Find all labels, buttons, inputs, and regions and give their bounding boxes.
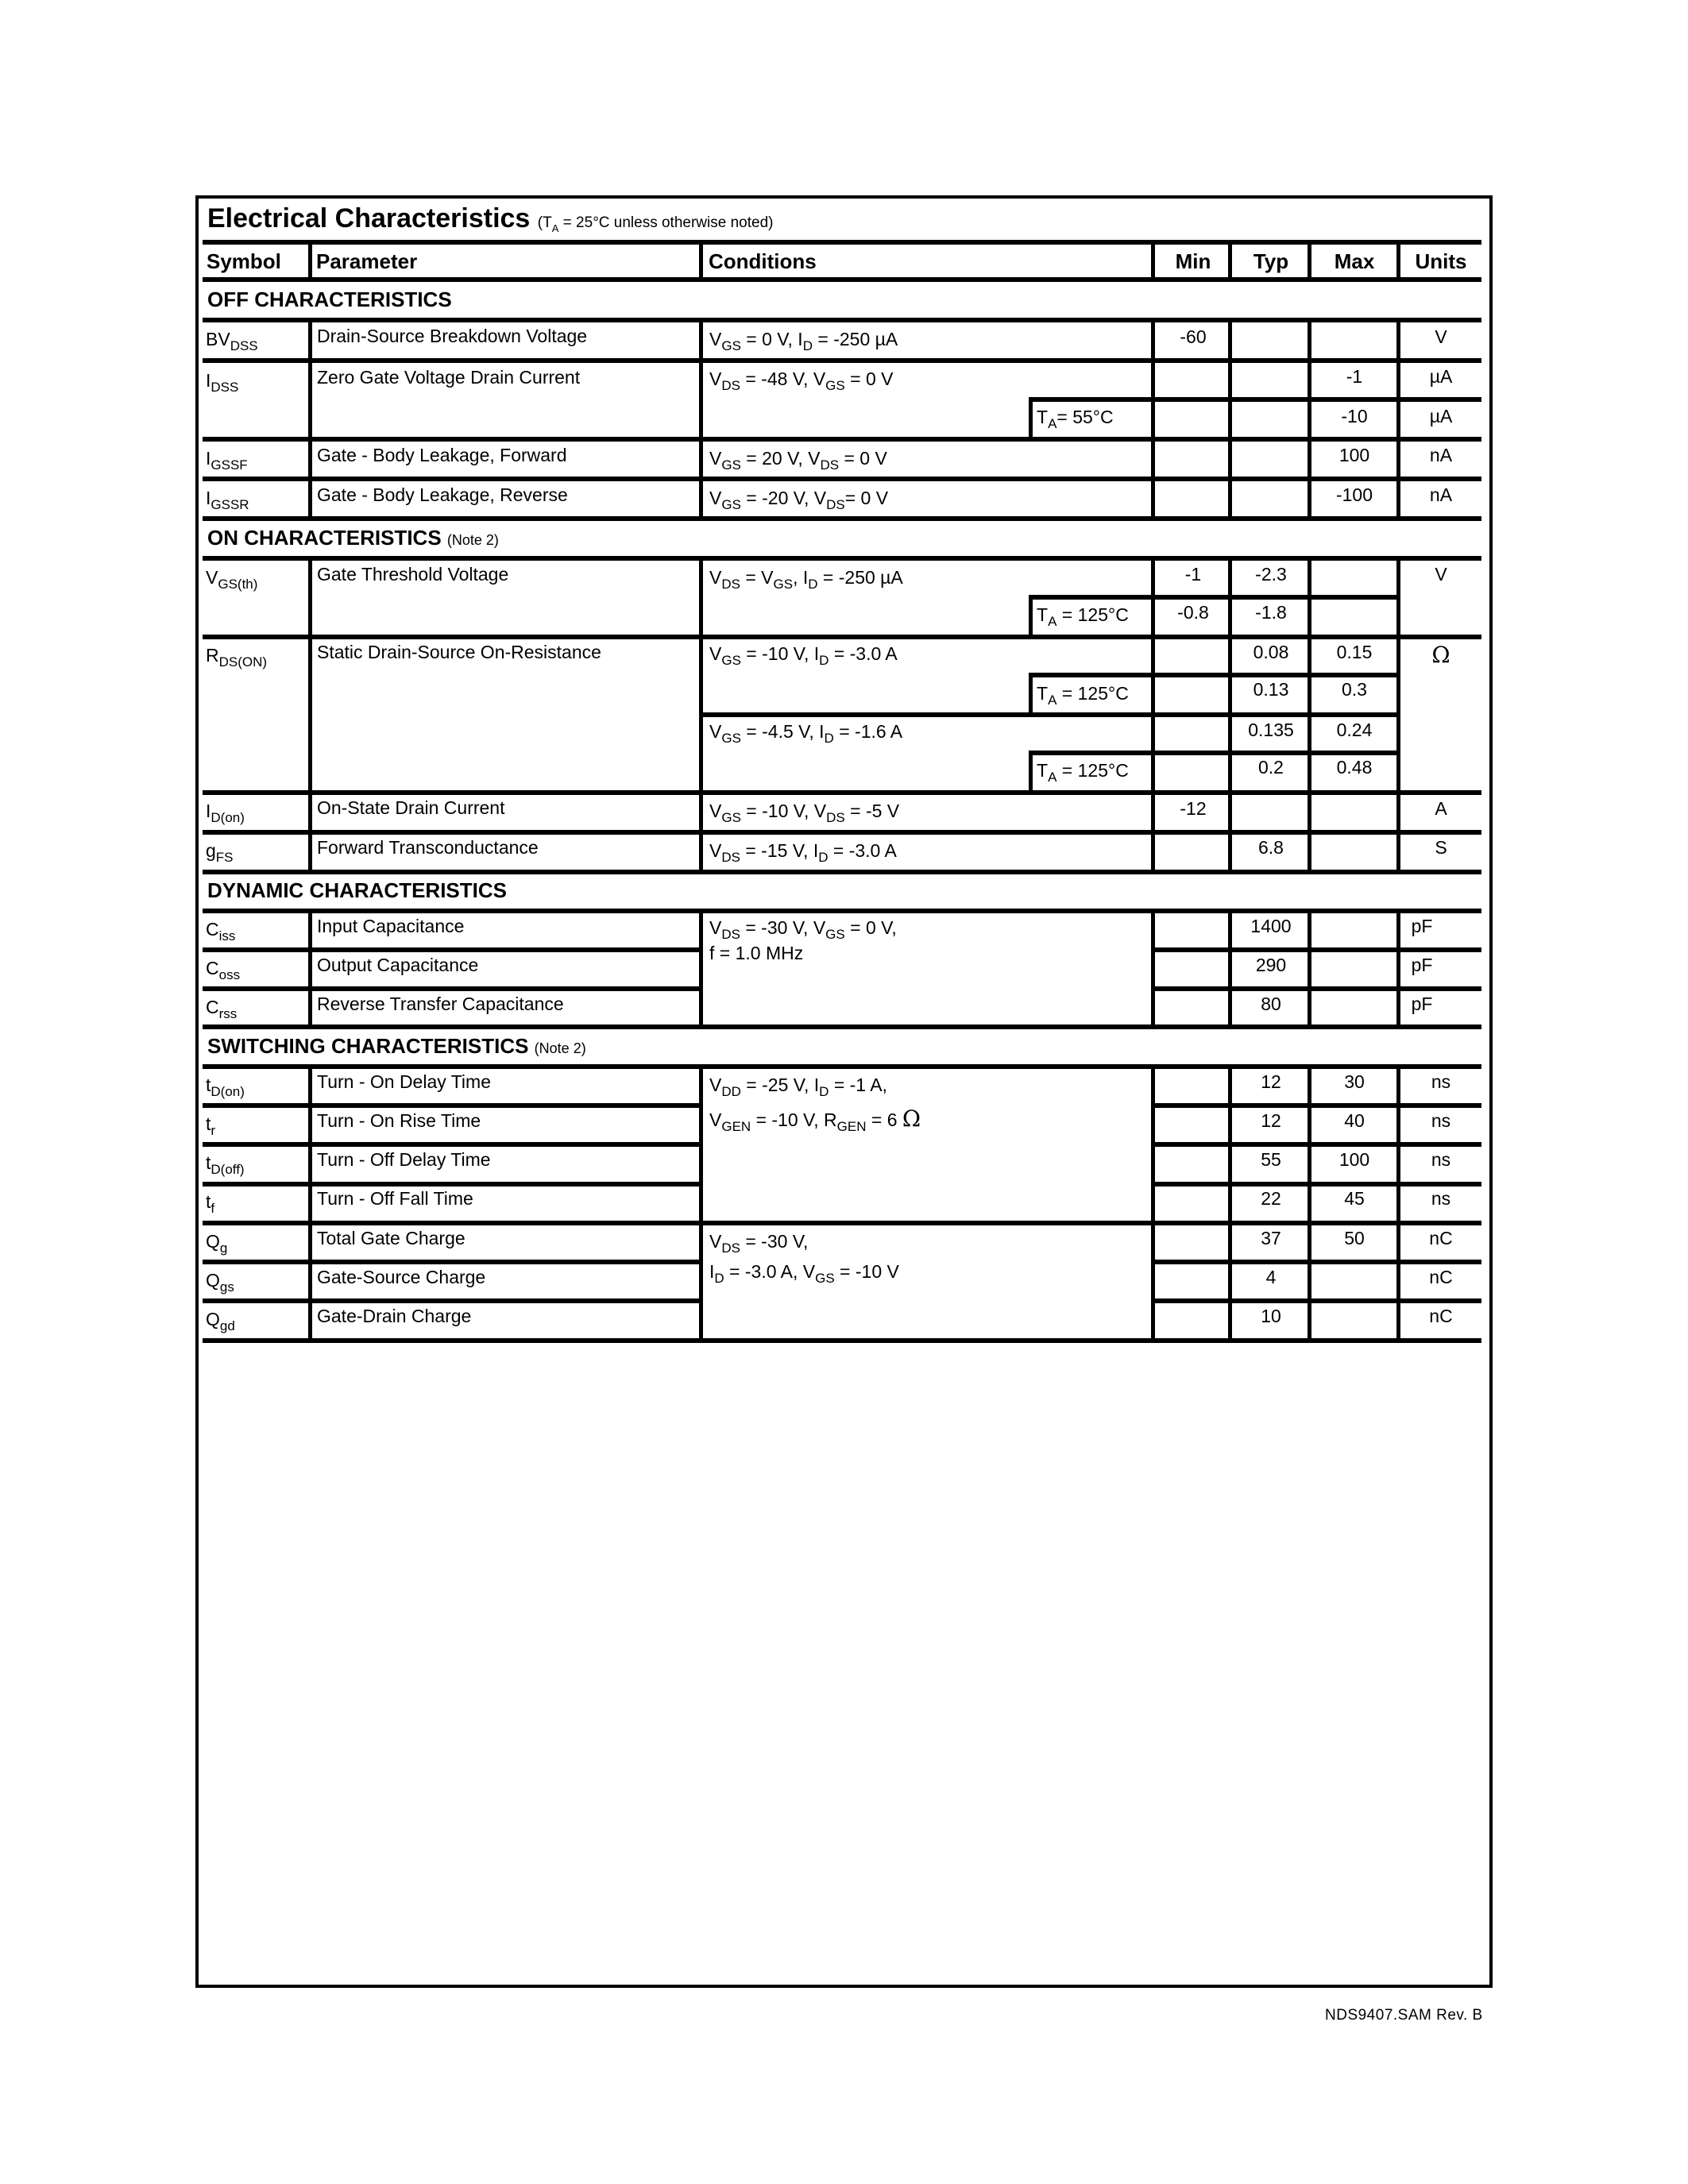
param-bvdss: Drain-Source Breakdown Voltage [317, 326, 588, 346]
cond-igssf: $V_{GS} = 20$ V, $V_{DS} = 0$ V [709, 448, 887, 473]
rule [1029, 595, 1033, 637]
symbol-vgsth: $V_{GS(th)}$ [206, 567, 258, 592]
col-header-conditions: Conditions [709, 249, 817, 273]
max-tf: 45 [1344, 1188, 1365, 1209]
typ-qgs: 4 [1265, 1267, 1277, 1287]
min-bvdss: -60 [1180, 326, 1207, 347]
param-qgs: Gate-Source Charge [317, 1267, 486, 1287]
table-title [207, 203, 773, 234]
min-vgsth-125c: -0.8 [1177, 602, 1209, 623]
typ-tdon: 12 [1261, 1071, 1281, 1092]
param-tf: Turn - Off Fall Time [317, 1188, 473, 1209]
min-idon: -12 [1180, 798, 1207, 819]
rule [701, 712, 1397, 717]
unit-bvdss: V [1435, 326, 1447, 347]
rule [1396, 242, 1400, 280]
cond-charge-line2: $I_D = -3.0$ A, $V_{GS} = -10$ V [709, 1261, 899, 1286]
param-ciss: Input Capacitance [317, 916, 465, 936]
symbol-qgd: $Q_{gd}$ [206, 1309, 235, 1333]
cond-dynamic-line2: f = 1.0 MHz [709, 943, 804, 963]
section-dynamic: DYNAMIC CHARACTERISTICS [207, 878, 507, 902]
rule [699, 1067, 703, 1341]
unit-coss: pF [1411, 955, 1433, 975]
rule [308, 1067, 312, 1341]
col-header-parameter: Parameter [316, 249, 418, 273]
unit-qgd: nC [1429, 1306, 1453, 1326]
typ-qgd: 10 [1261, 1306, 1281, 1326]
cond-igssr: $V_{GS} = -20$ V, $V_{DS}= 0$ V [709, 488, 889, 512]
param-idon: On-State Drain Current [317, 797, 505, 818]
rule [308, 320, 312, 519]
unit-tdon: ns [1431, 1071, 1451, 1092]
cond-gfs: $V_{DS} = -15$ V, $I_D = -3.0$ A [709, 840, 897, 865]
rule [1228, 1067, 1232, 1341]
max-tdon: 30 [1344, 1071, 1365, 1092]
rule [203, 909, 1481, 913]
title-main: Electrical Characteristics [207, 203, 531, 233]
rule [1396, 320, 1400, 519]
rule [1029, 673, 1033, 715]
rule [1396, 558, 1400, 872]
unit-ciss: pF [1411, 916, 1433, 936]
max-tr: 40 [1344, 1110, 1365, 1131]
rule [1228, 911, 1232, 1027]
rule [1228, 320, 1232, 519]
rule [1151, 1067, 1155, 1341]
ta-vgsth: $T_A = 125^\circ C$ [1037, 604, 1129, 629]
rule [1153, 1298, 1481, 1303]
rule [1153, 986, 1481, 991]
rule [1153, 1182, 1481, 1187]
rule [1029, 397, 1033, 439]
rule [203, 1298, 701, 1303]
section-off: OFF CHARACTERISTICS [207, 287, 452, 311]
ta-rdson-2: $T_A = 125^\circ C$ [1037, 760, 1129, 785]
typ-vgsth-125c: -1.8 [1255, 602, 1287, 623]
col-header-symbol: Symbol [207, 249, 281, 273]
unit-idss-25c: µA [1429, 366, 1453, 387]
rule [203, 790, 1481, 795]
typ-coss: 290 [1255, 955, 1287, 975]
cond-rdson-2: $V_{GS} = -4.5$ V, $I_D = -1.6$ A [709, 721, 903, 746]
cond-idon: $V_{GS} = -10$ V, $V_{DS} = -5$ V [709, 801, 900, 825]
param-tdoff: Turn - Off Delay Time [317, 1149, 491, 1170]
unit-idon: A [1435, 798, 1447, 819]
rule [203, 830, 1481, 835]
cond-switching-line2: $V_{GEN} = -10$ V, $R_{GEN} = 6$ Ω [709, 1106, 921, 1134]
rule [203, 437, 1481, 442]
unit-tr: ns [1431, 1110, 1451, 1131]
rule [203, 1260, 701, 1264]
ta-idss: $T_A= 55^\circ C$ [1037, 407, 1114, 431]
rule [308, 911, 312, 1027]
ta-rdson-1: $T_A = 125^\circ C$ [1037, 683, 1129, 708]
max-rdson-1: 0.15 [1336, 642, 1373, 662]
typ-rdson-1: 0.08 [1253, 642, 1289, 662]
param-tr: Turn - On Rise Time [317, 1110, 481, 1131]
param-gfs: Forward Transconductance [317, 837, 539, 858]
symbol-idss: $I_{DSS}$ [206, 370, 239, 395]
typ-tdoff: 55 [1261, 1149, 1281, 1170]
unit-igssf: nA [1429, 445, 1453, 465]
rule [1153, 947, 1481, 952]
rule [203, 358, 1481, 363]
rule [1153, 1103, 1481, 1108]
rule [1153, 1142, 1481, 1147]
symbol-igssf: $I_{GSSF}$ [206, 448, 248, 473]
param-coss: Output Capacitance [317, 955, 479, 975]
symbol-crss: $C_{rss}$ [206, 997, 238, 1021]
param-igssr: Gate - Body Leakage, Reverse [317, 484, 568, 505]
rule [1029, 751, 1033, 793]
section-on: ON CHARACTERISTICS (Note 2) [207, 526, 499, 550]
param-tdon: Turn - On Delay Time [317, 1071, 491, 1092]
param-idss: Zero Gate Voltage Drain Current [317, 367, 581, 388]
rule [203, 635, 1481, 639]
symbol-qgs: $Q_{gs}$ [206, 1270, 234, 1295]
param-qg: Total Gate Charge [317, 1228, 465, 1248]
symbol-gfs: $g_{FS}$ [206, 840, 234, 865]
param-qgd: Gate-Drain Charge [317, 1306, 472, 1326]
rule [203, 556, 1481, 561]
rule [1308, 320, 1311, 519]
rule [203, 477, 1481, 481]
rule [1396, 1067, 1400, 1341]
rule [203, 277, 1481, 282]
ohm-icon: Ω [902, 1106, 921, 1132]
unit-igssr: nA [1429, 484, 1453, 505]
param-crss: Reverse Transfer Capacitance [317, 994, 564, 1014]
cond-bvdss: $V_{GS} = 0$ V, $I_D = -250$ µA [709, 329, 898, 353]
typ-vgsth-25c: -2.3 [1255, 564, 1287, 585]
rule [203, 947, 701, 952]
symbol-tr: $t_r$ [206, 1113, 216, 1138]
rule [203, 318, 1481, 322]
typ-tr: 12 [1261, 1110, 1281, 1131]
rule [699, 558, 703, 872]
typ-qg: 37 [1261, 1228, 1281, 1248]
rule [203, 1024, 1481, 1029]
rule [1151, 320, 1155, 519]
unit-qg: nC [1429, 1228, 1453, 1248]
unit-tdoff: ns [1431, 1149, 1451, 1170]
symbol-igssr: $I_{GSSR}$ [206, 488, 249, 512]
cond-idss: $V_{DS} = -48$ V, $V_{GS} = 0$ V [709, 369, 894, 393]
rule [203, 240, 1481, 245]
rule [1153, 1260, 1481, 1264]
max-idss-25c: -1 [1346, 366, 1363, 387]
unit-tf: ns [1431, 1188, 1451, 1209]
title-note: ($T_A = 25^\circ C$ unless otherwise noted) [537, 214, 774, 234]
cond-charge-line1: $V_{DS} = -30$ V, [709, 1231, 809, 1256]
rule [308, 242, 312, 280]
rule [1030, 397, 1481, 402]
col-header-max: Max [1334, 249, 1375, 273]
rule [203, 1064, 1481, 1069]
col-header-min: Min [1175, 249, 1211, 273]
col-header-typ: Typ [1253, 249, 1289, 273]
max-igssf: 100 [1338, 445, 1370, 465]
max-qg: 50 [1344, 1228, 1365, 1248]
rule [1030, 595, 1397, 600]
symbol-tdon: $t_{D(on)}$ [206, 1075, 245, 1099]
typ-gfs: 6.8 [1258, 837, 1284, 858]
max-rdson-3: 0.24 [1336, 720, 1373, 740]
unit-gfs: S [1435, 837, 1447, 858]
symbol-tf: $t_f$ [206, 1191, 215, 1216]
col-header-units: Units [1415, 249, 1467, 273]
symbol-ciss: $C_{iss}$ [206, 919, 236, 943]
max-tdoff: 100 [1338, 1149, 1370, 1170]
symbol-bvdss: $BV_{DSS}$ [206, 329, 258, 353]
rule [203, 1142, 701, 1147]
rule [203, 870, 1481, 874]
param-vgsth: Gate Threshold Voltage [317, 564, 509, 585]
typ-tf: 22 [1261, 1188, 1281, 1209]
param-igssf: Gate - Body Leakage, Forward [317, 445, 567, 465]
rule [699, 320, 703, 519]
rule [203, 1221, 1481, 1225]
symbol-coss: $C_{oss}$ [206, 958, 241, 982]
symbol-qg: $Q_g$ [206, 1231, 228, 1256]
rule [1151, 242, 1155, 280]
unit-vgsth: V [1435, 564, 1447, 585]
symbol-rdson: $R_{DS(ON)}$ [206, 645, 268, 669]
rule [308, 558, 312, 872]
rule [1151, 558, 1155, 872]
rule [203, 986, 701, 991]
max-rdson-4: 0.48 [1336, 757, 1373, 778]
cond-switching-line1: $V_{DD} = -25$ V, $I_D = -1$ A, [709, 1075, 887, 1099]
unit-crss: pF [1411, 994, 1433, 1014]
typ-crss: 80 [1261, 994, 1281, 1014]
document-revision: NDS9407.SAM Rev. B [1325, 2007, 1483, 2024]
typ-ciss: 1400 [1250, 916, 1292, 936]
min-vgsth-25c: -1 [1184, 564, 1202, 585]
typ-rdson-2: 0.13 [1253, 679, 1289, 700]
section-switching: SWITCHING CHARACTERISTICS (Note 2) [207, 1034, 586, 1058]
unit-qgs: nC [1429, 1267, 1453, 1287]
symbol-idon: $I_{D(on)}$ [206, 801, 245, 825]
max-idss-55c: -10 [1341, 406, 1368, 426]
rule [203, 1103, 701, 1108]
cond-rdson-1: $V_{GS} = -10$ V, $I_D = -3.0$ A [709, 643, 898, 668]
rule [1030, 751, 1397, 755]
cond-dynamic-line1: $V_{DS} = -30$ V, $V_{GS} = 0$ V, [709, 917, 897, 942]
typ-rdson-4: 0.2 [1258, 757, 1284, 778]
rule [699, 242, 703, 280]
rule [699, 911, 703, 1027]
rule [203, 516, 1481, 521]
max-igssr: -100 [1335, 484, 1373, 505]
rule [1151, 911, 1155, 1027]
param-rdson: Static Drain-Source On-Resistance [317, 642, 601, 662]
rule [203, 1182, 701, 1187]
max-rdson-2: 0.3 [1342, 679, 1367, 700]
unit-rdson-ohm-icon: Ω [1431, 642, 1450, 668]
symbol-tdoff: $t_{D(off)}$ [206, 1152, 245, 1177]
rule [1030, 673, 1397, 677]
typ-rdson-3: 0.135 [1248, 720, 1294, 740]
unit-idss-55c: µA [1429, 406, 1453, 426]
cond-vgsth: $V_{DS} = V_{GS}$, $I_D = -250$ µA [709, 567, 903, 592]
rule [203, 1338, 1481, 1343]
